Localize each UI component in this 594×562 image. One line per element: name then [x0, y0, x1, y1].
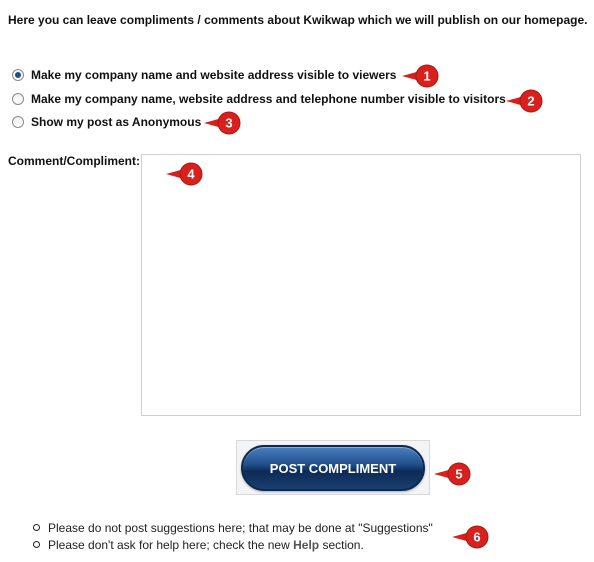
callout-marker-icon: [432, 461, 482, 487]
help-link[interactable]: Help: [293, 537, 320, 552]
notes-list: [33, 519, 433, 553]
note-help-prefix: Please don't ask for help here; check the new: [48, 537, 294, 552]
note-suggestions: Please do not post suggestions here; that may be done at "Suggestions": [48, 520, 433, 535]
callout-marker-icon: [400, 63, 450, 89]
callout-marker-icon: [202, 110, 252, 136]
option-label: Make my company name, website address and telephone number visible to visitors: [31, 92, 506, 106]
callout-number: 1: [423, 68, 431, 84]
option-show-company-website-phone[interactable]: [12, 90, 506, 108]
callout-5: [432, 461, 482, 487]
callout-4: [164, 161, 214, 187]
intro-text: Here you can leave compliments / comments about Kwikwap which we will publish on our homepage.: [8, 13, 588, 27]
comment-label: Comment/Compliment:: [8, 154, 140, 168]
option-anonymous[interactable]: [12, 113, 201, 131]
post-button-frame: [236, 440, 430, 495]
callout-1: [400, 63, 450, 89]
callout-number: 2: [527, 93, 535, 109]
callout-3: [202, 110, 252, 136]
radio-show-company-website-phone[interactable]: [12, 93, 24, 105]
callout-number: 5: [455, 466, 463, 482]
callout-number: 3: [225, 115, 233, 131]
bullet-icon: [33, 541, 40, 548]
post-compliment-button[interactable]: POST COMPLIMENT: [241, 445, 425, 491]
option-label: Make my company name and website address visible to viewers: [31, 68, 397, 82]
callout-marker-icon: [450, 524, 500, 550]
bullet-icon: [33, 524, 40, 531]
option-label: Show my post as Anonymous: [31, 115, 202, 129]
callout-6: [450, 524, 500, 550]
callout-2: [504, 88, 554, 114]
callout-number: 4: [187, 166, 195, 182]
callout-marker-icon: [504, 88, 554, 114]
comment-textarea[interactable]: [141, 154, 581, 416]
callout-marker-icon: [164, 161, 214, 187]
note-help-suffix: section.: [319, 537, 364, 552]
radio-anonymous[interactable]: [12, 116, 24, 128]
list-item: [33, 519, 433, 536]
callout-number: 6: [473, 529, 481, 545]
list-item: [33, 536, 433, 553]
option-show-company-website[interactable]: [12, 66, 396, 84]
radio-show-company-website[interactable]: [12, 69, 24, 81]
